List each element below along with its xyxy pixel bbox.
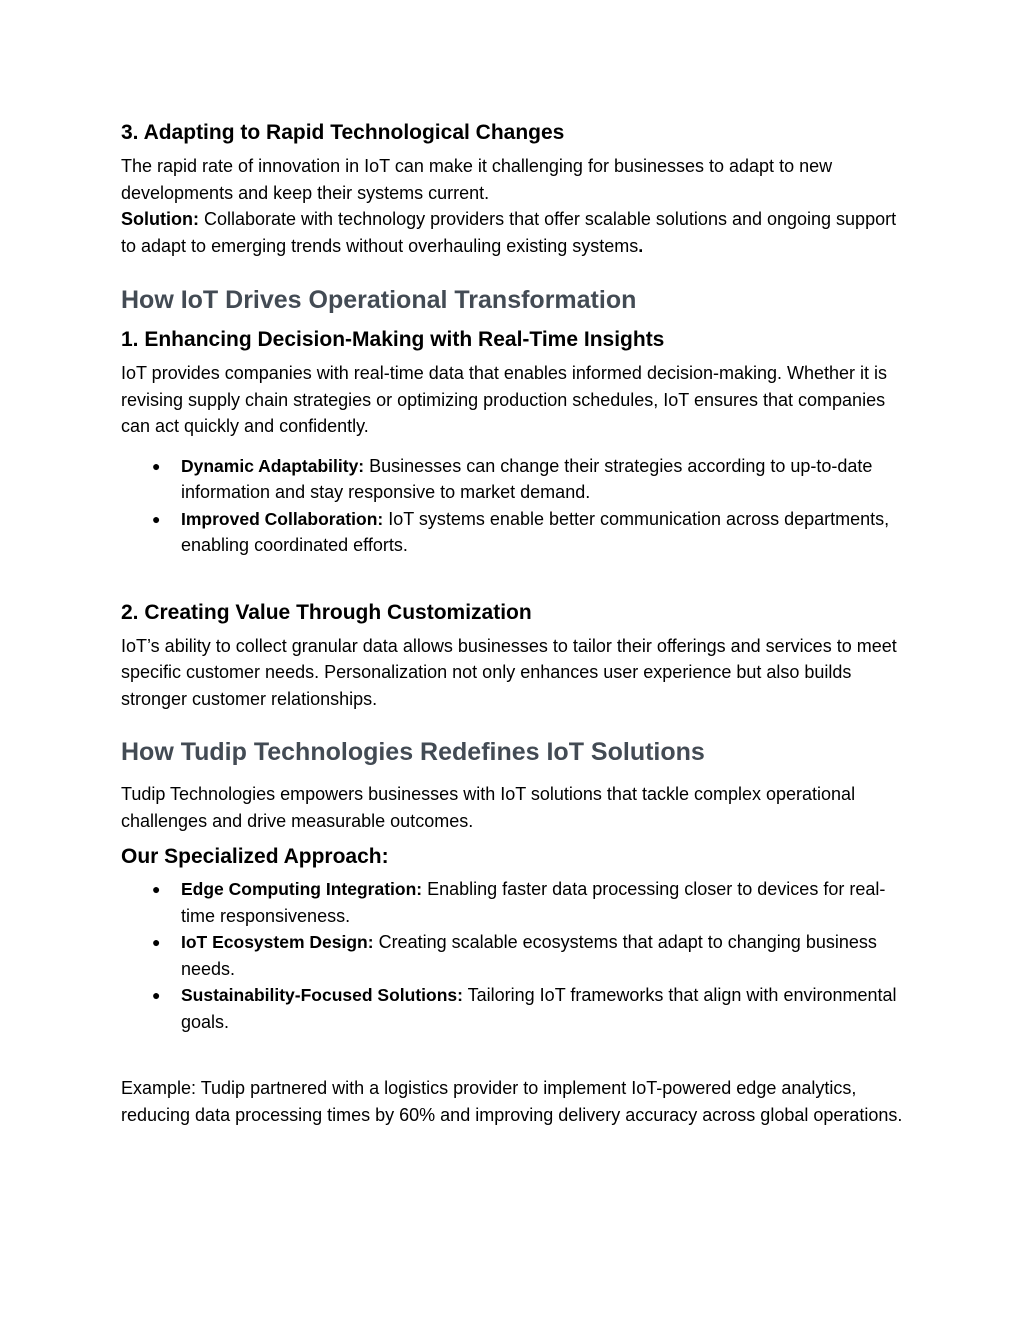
bullet-icon: ● [152, 934, 161, 950]
bullet-text: Enabling faster data processing closer to devices for real-time responsiveness. [181, 879, 886, 926]
heading-tudip: How Tudip Technologies Redefines IoT Solutions [121, 738, 705, 766]
bullet-list-approach [121, 876, 904, 1035]
solution-end: . [638, 235, 644, 256]
bullet-label: Edge Computing Integration: [181, 879, 423, 899]
bullet-label: IoT Ecosystem Design: [181, 932, 374, 952]
bullet-icon: ● [152, 987, 161, 1003]
bullet-text: Creating scalable ecosystems that adapt to changing business needs. [181, 932, 877, 979]
paragraph-customization: IoT’s ability to collect granular data allows businesses to tailor their offerings and services to meet specific customer needs. Personalization not only enhances user experience but also builds stronger customer relationships. [121, 635, 897, 709]
heading-decision-making: 1. Enhancing Decision-Making with Real-Time Insights [121, 328, 665, 351]
solution-label: Solution: [121, 209, 199, 229]
bullet-label: Improved Collaboration: [181, 508, 384, 529]
bullet-icon: ● [152, 510, 161, 527]
list-item [152, 506, 904, 559]
paragraph-adapting: The rapid rate of innovation in IoT can make it challenging for businesses to adapt to new developments and keep their systems current. [121, 156, 833, 203]
bullet-label: Dynamic Adaptability: [181, 455, 365, 476]
bullet-text: Businesses can change their strategies according to up-to-date information and stay responsive to market demand. [181, 455, 873, 502]
bullet-text: IoT systems enable better communication across departments, enabling coordinated efforts. [181, 508, 890, 555]
bullet-icon: ● [152, 881, 161, 897]
list-item [152, 876, 904, 929]
bullet-label: Sustainability-Focused Solutions: [181, 985, 463, 1005]
list-item [152, 929, 904, 982]
paragraph-tudip: Tudip Technologies empowers businesses with IoT solutions that tackle complex operational challenges and drive measurable outcomes. [121, 784, 856, 831]
bullet-list-operational [121, 453, 904, 559]
paragraph-example: Example: Tudip partnered with a logistics provider to implement IoT-powered edge analytics, reducing data processing times by 60% and improving delivery accuracy across global operations. [121, 1078, 903, 1125]
heading-customization: 2. Creating Value Through Customization [121, 600, 532, 624]
list-item [152, 982, 904, 1035]
bullet-icon: ● [152, 457, 161, 474]
list-item [152, 453, 904, 506]
heading-operational: How IoT Drives Operational Transformation [121, 286, 637, 314]
paragraph-solution [121, 206, 904, 259]
paragraph-decision-making: IoT provides companies with real-time data that enables informed decision-making. Whether it is revising supply chain strategies or optimizing production schedules, IoT ensures that companies can act quickly and confidently. [121, 363, 888, 436]
bullet-text: Tailoring IoT frameworks that align with environmental goals. [181, 985, 897, 1032]
heading-approach: Our Specialized Approach: [121, 845, 389, 868]
solution-text: Collaborate with technology providers that offer scalable solutions and ongoing support to adapt to emerging trends without overhauling existing systems [121, 209, 897, 256]
heading-adapting: 3. Adapting to Rapid Technological Changes [121, 121, 565, 144]
